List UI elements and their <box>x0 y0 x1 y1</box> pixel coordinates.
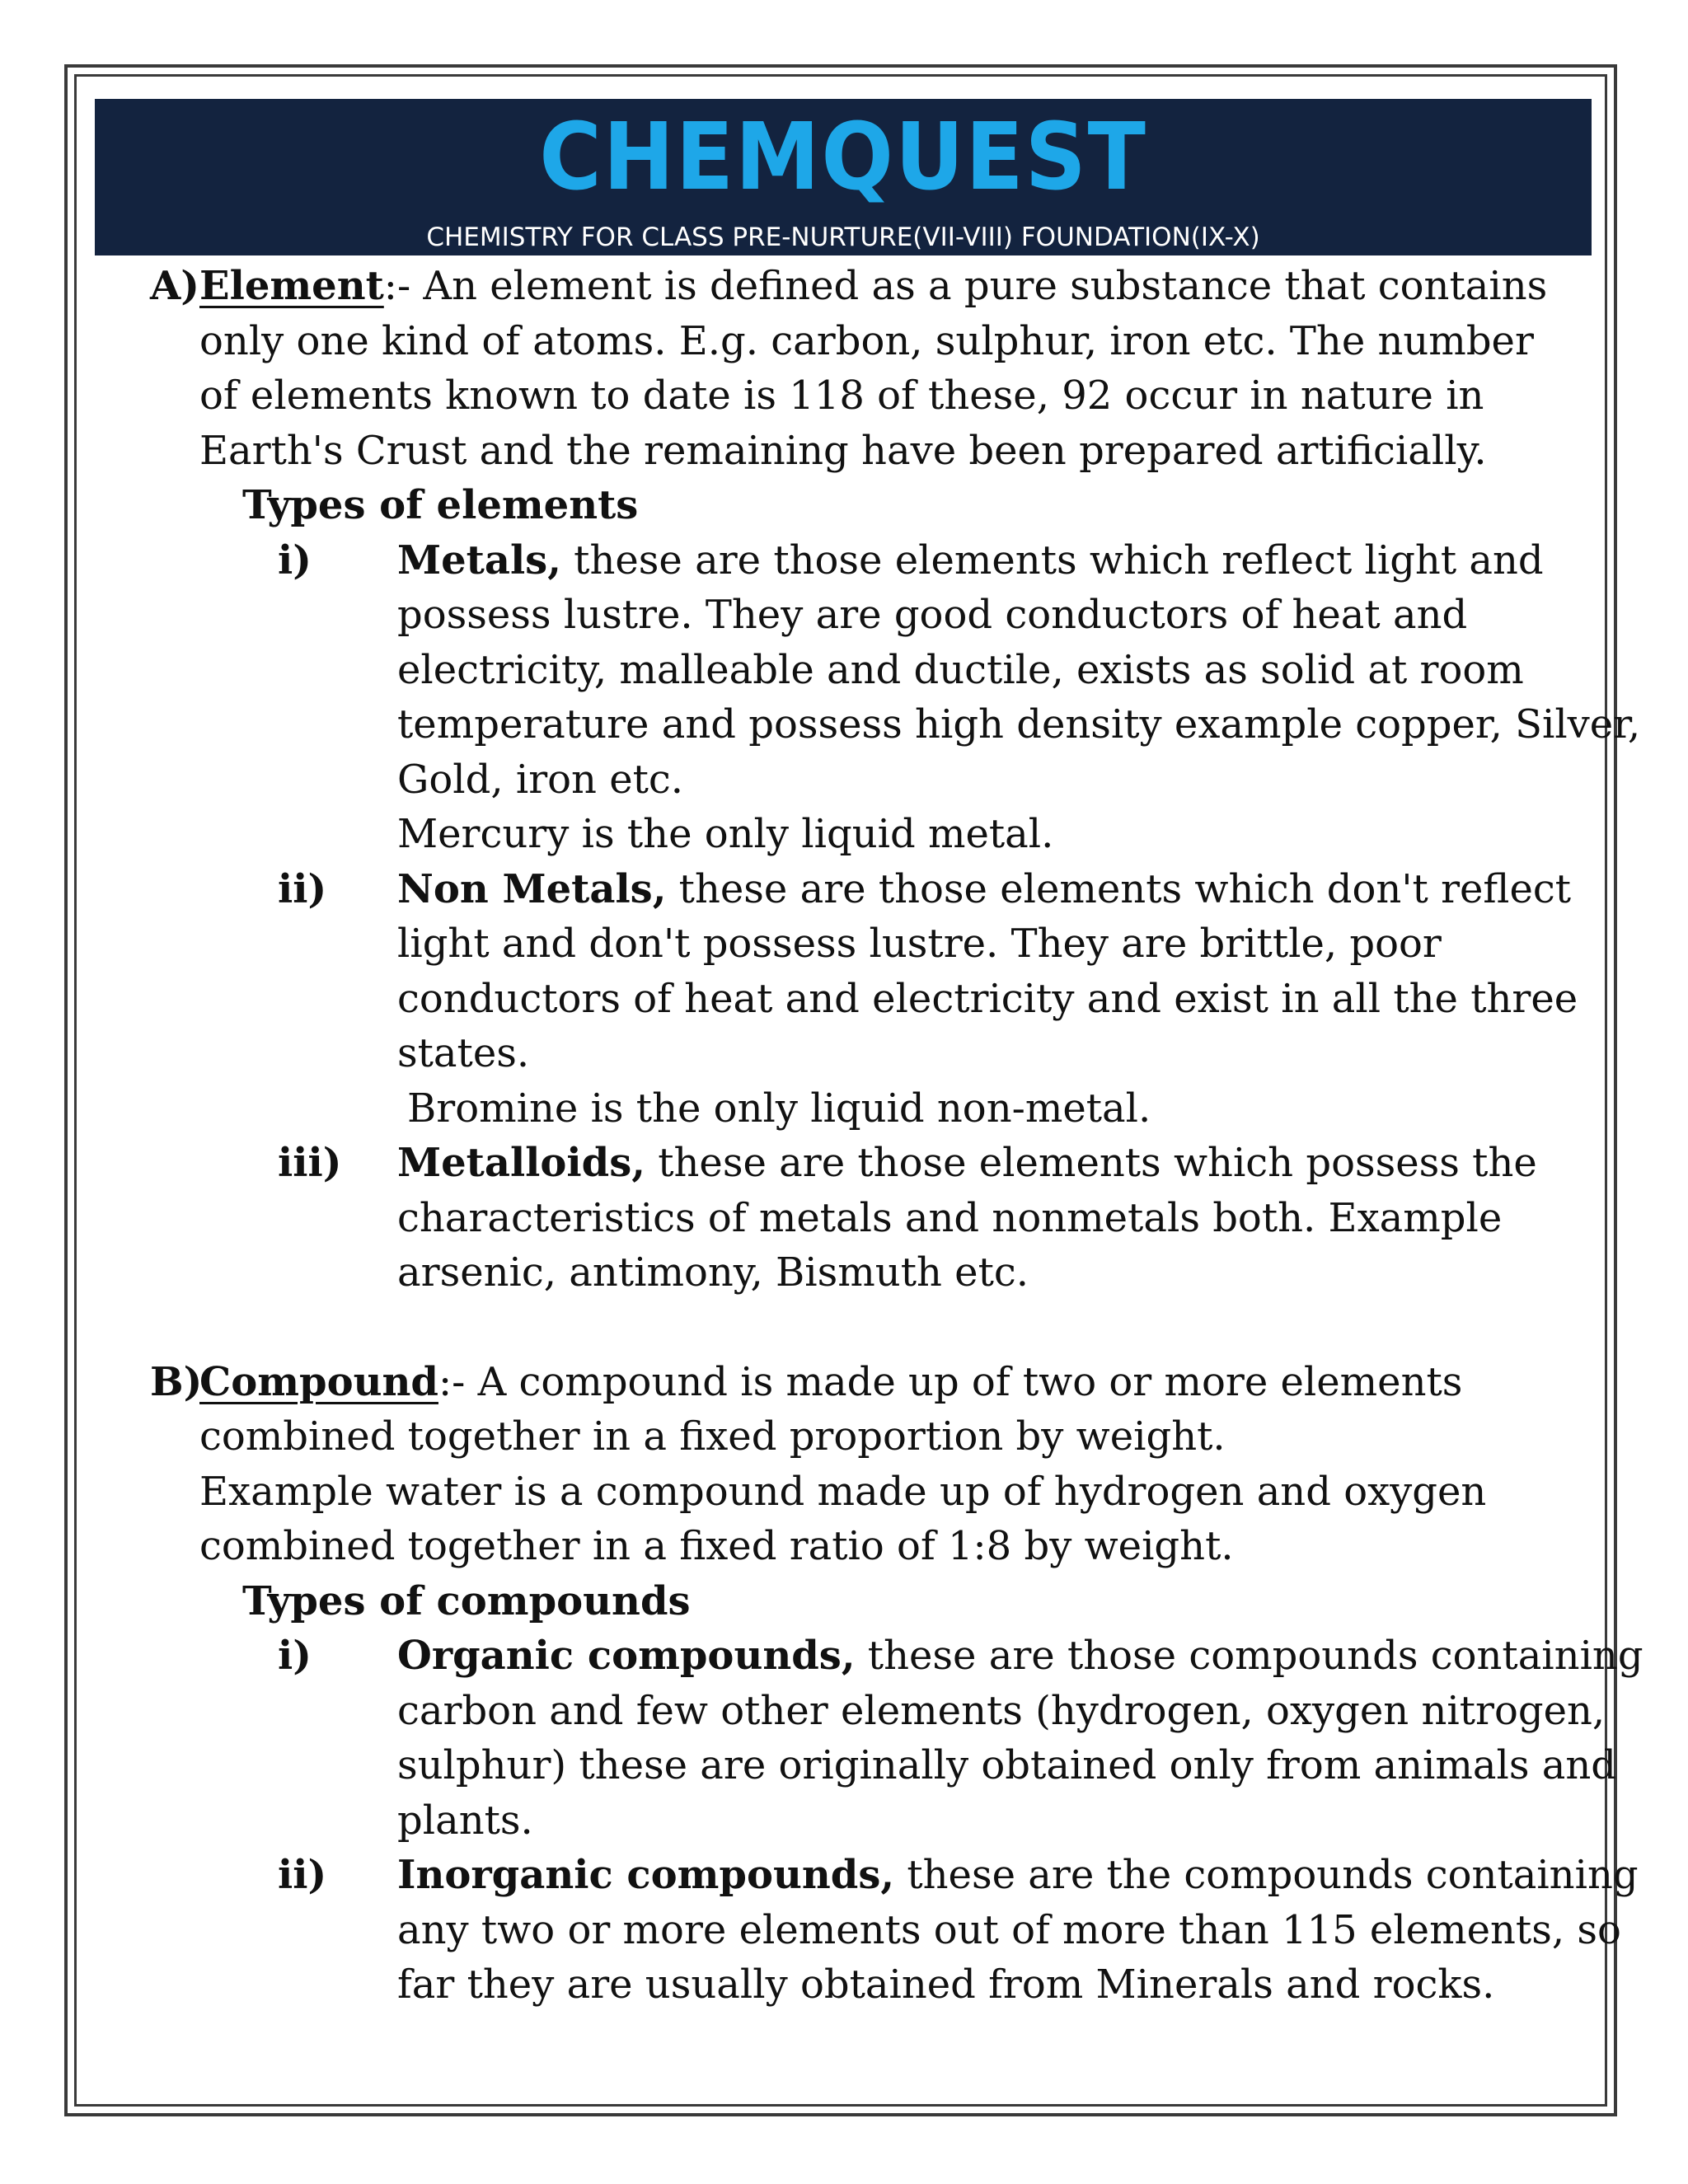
item-text: these are the compounds containing any two or more elements out of more than 115 elements, so far they are usually obtained from Minerals and rocks. <box>397 1852 1639 2008</box>
types-of-elements-title: Types of elements <box>242 482 639 528</box>
item-name: Inorganic compounds, <box>397 1852 895 1898</box>
section-b-letter: B) <box>150 1358 203 1405</box>
compound-type-inorganic <box>150 1848 1683 2013</box>
item-name: Metals, <box>397 537 561 583</box>
section-gap <box>150 1301 1601 1355</box>
brand-title: CHEMQUEST <box>539 104 1147 211</box>
section-a-heading <box>150 259 1601 314</box>
element-type-non-metals <box>150 862 1667 1137</box>
section-b-term: Compound <box>199 1358 438 1405</box>
section-a-intro: :- An element is defined as a pure substance that contains <box>383 263 1548 309</box>
item-text: these are those compounds containing carbon and few other elements (hydrogen, oxygen nitrogen, sulphur) these are originally obtained only from animals and plants. <box>397 1633 1643 1844</box>
section-b-intro: :- A compound is made up of two or more elements <box>438 1358 1463 1405</box>
item-note: Bromine is the only liquid non-metal. <box>407 1085 1151 1132</box>
section-a-letter: A) <box>150 263 199 309</box>
element-type-metalloids <box>150 1136 1650 1301</box>
item-text: these are those elements which don't reflect light and don't possess lustre. They are brittle, poor conductors of heat and electricity and exist in all the three states. <box>397 865 1578 1076</box>
types-of-compounds-title: Types of compounds <box>242 1577 691 1624</box>
compound-type-organic <box>150 1629 1683 1848</box>
section-a-term: Element <box>199 263 384 309</box>
element-type-metals <box>150 533 1650 862</box>
document-body <box>150 259 1643 2013</box>
item-text: these are those elements which possess the characteristics of metals and nonmetals both. Example arsenic, antimony, Bismuth etc. <box>397 1140 1537 1296</box>
item-number: ii) <box>278 1852 327 1898</box>
item-number: iii) <box>278 1140 342 1186</box>
item-number: i) <box>278 537 312 583</box>
section-a-body: only one kind of atoms. E.g. carbon, sulphur, iron etc. The number of elements known to date is 118 of these, 92 occur in nature in Earth's Crust and the remaining have been prepared artificially. <box>199 317 1534 474</box>
item-name: Non Metals, <box>397 865 667 912</box>
section-b-heading <box>150 1355 1601 1410</box>
item-text: these are those elements which reflect light and possess lustre. They are good conductors of heat and electricity, malleable and ductile, exists as solid at room temperature and possess high density example copper, Silver, Gold, iron etc. <box>397 537 1641 803</box>
item-name: Metalloids, <box>397 1140 645 1186</box>
item-number: ii) <box>278 865 327 912</box>
item-name: Organic compounds, <box>397 1633 856 1679</box>
section-b-body-2: Example water is a compound made up of hydrogen and oxygen combined together in a fixed ratio of 1:8 by weight. <box>199 1468 1487 1569</box>
item-number: i) <box>278 1633 312 1679</box>
item-note: Mercury is the only liquid metal. <box>397 811 1054 857</box>
header-subtitle: CHEMISTRY FOR CLASS PRE-NURTURE(VII-VIII) FOUNDATION(IX-X) <box>426 223 1260 252</box>
section-b-body-1: combined together in a fixed proportion by weight. <box>199 1413 1226 1460</box>
header-banner <box>95 99 1592 255</box>
